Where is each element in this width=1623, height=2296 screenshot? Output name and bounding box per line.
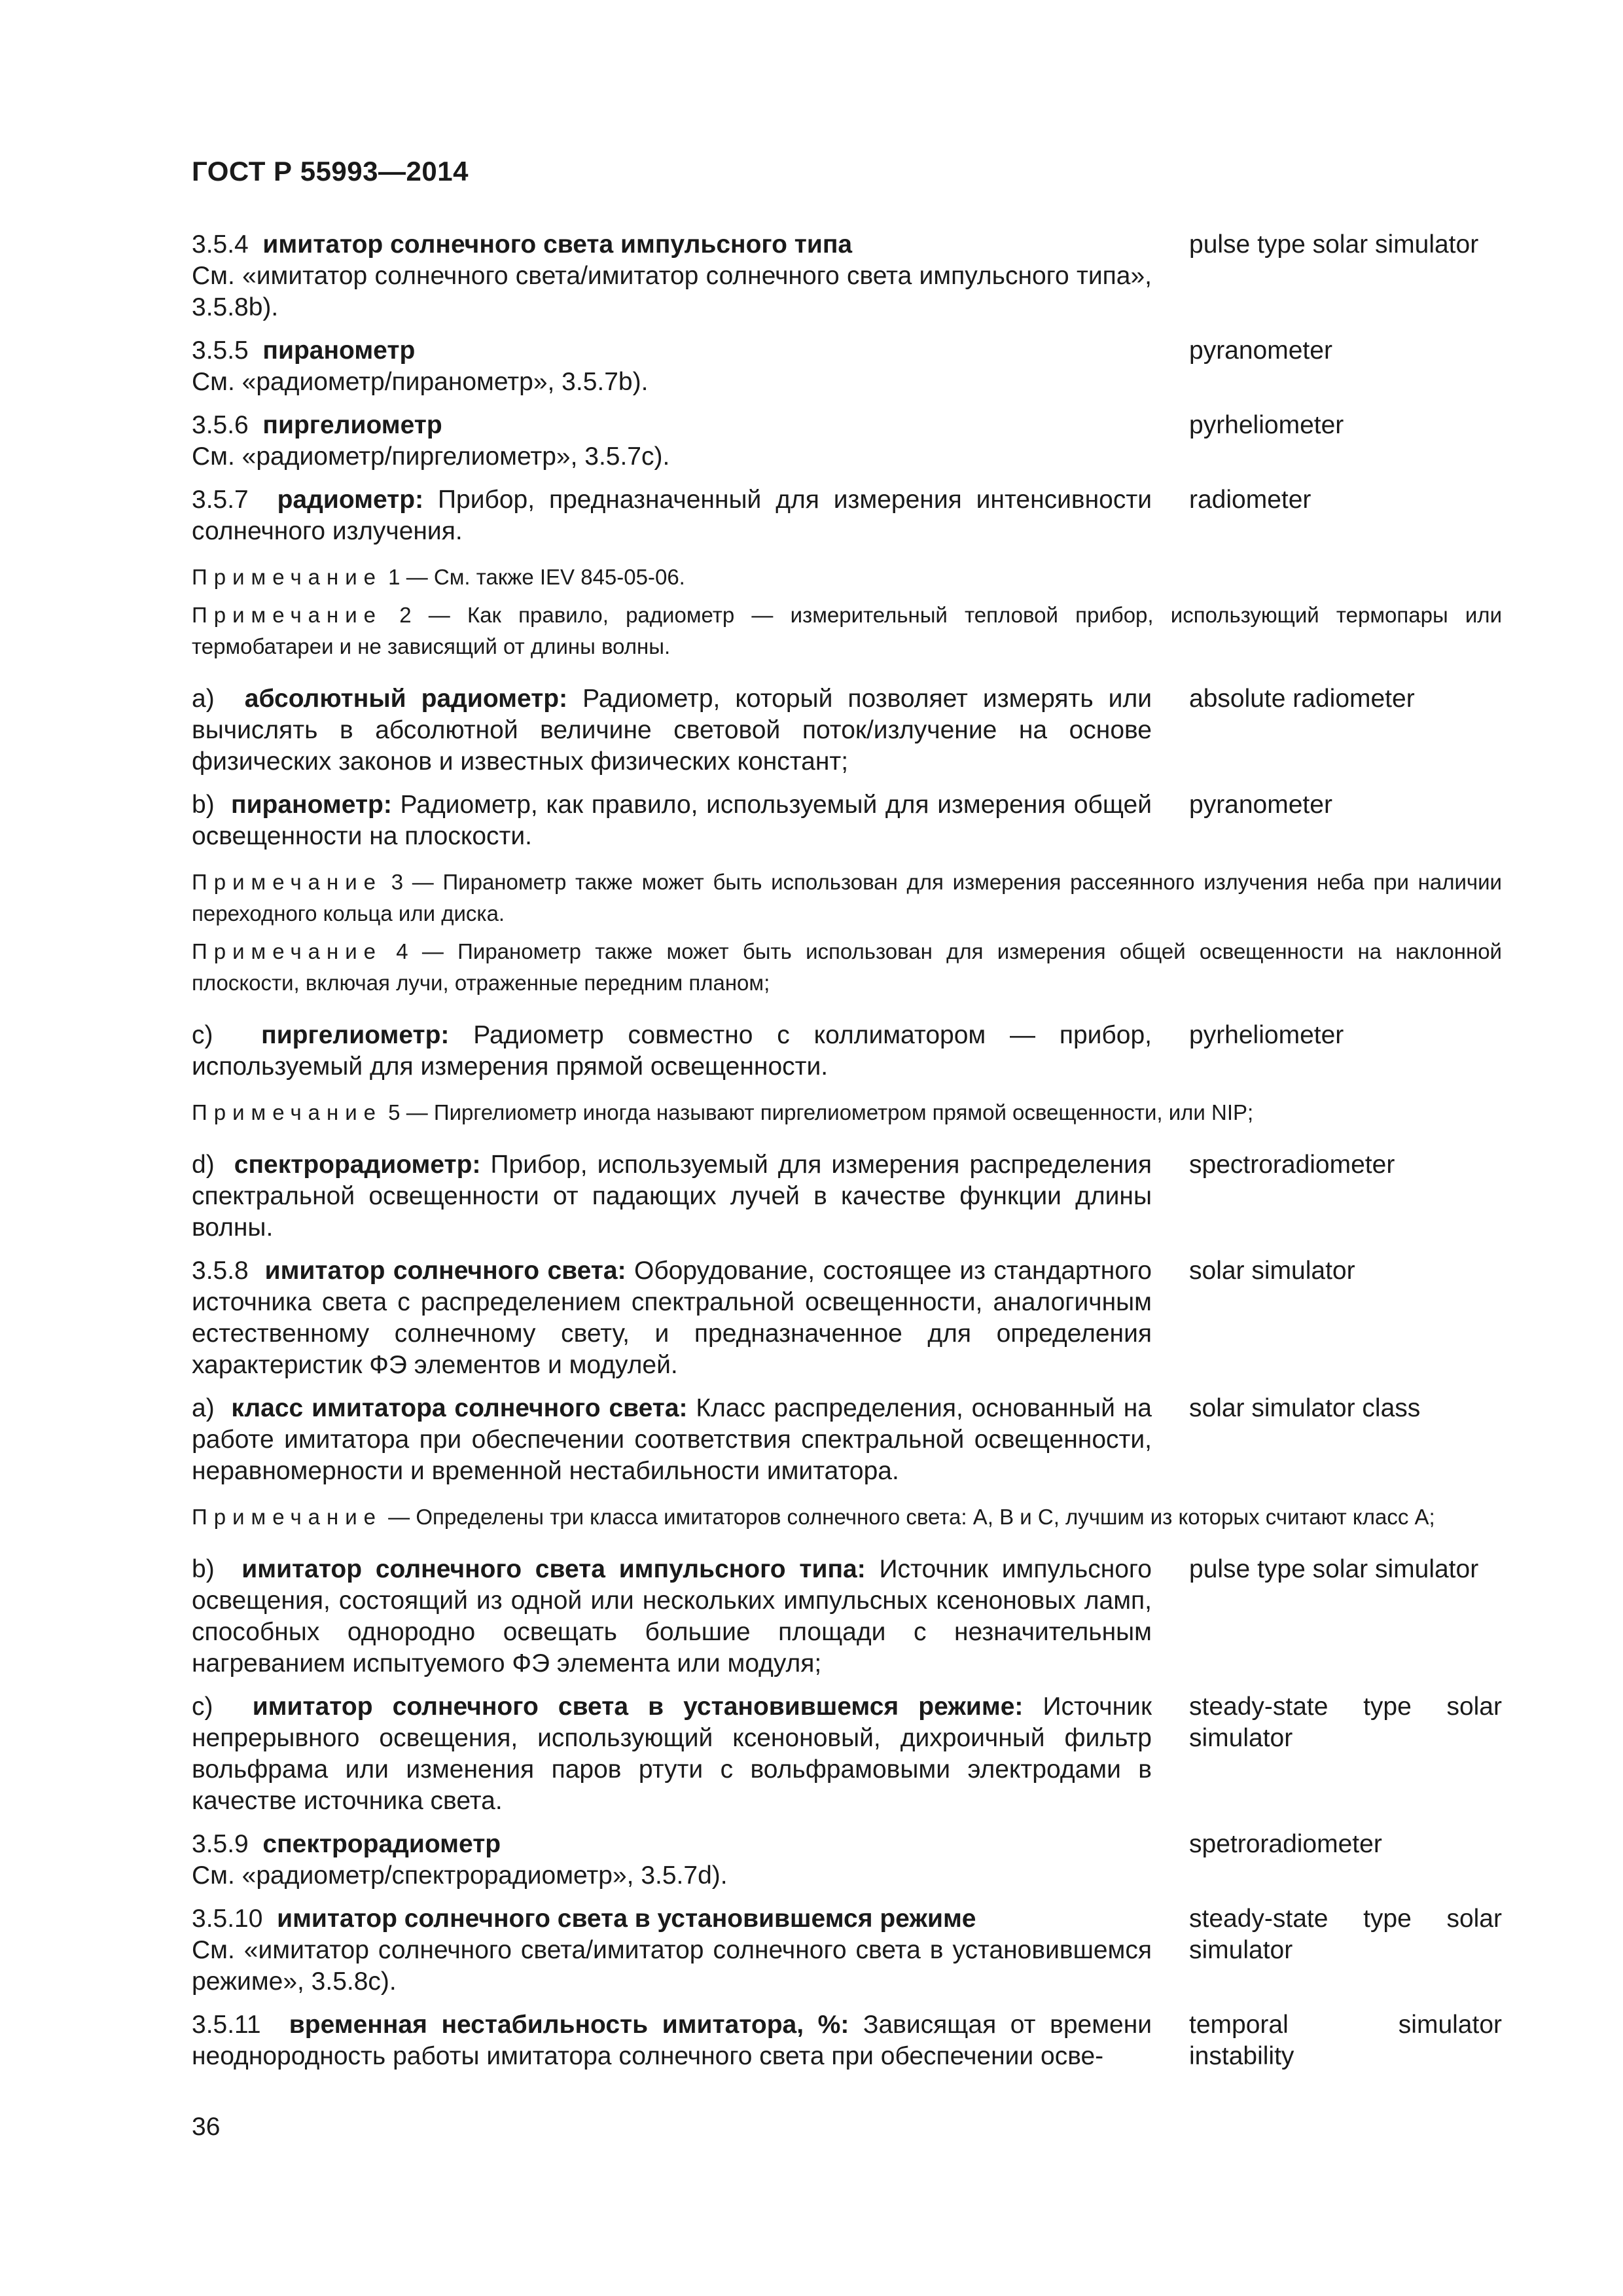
note-text: 2 — Как правило, радиометр — измерительный тепловой прибор, использующий термопары или термобатареи и не зависящий от длины волны.: [192, 603, 1502, 658]
term-definition-text: Источник импульсного освещения, состоящий из одной или нескольких импульсных ксеноновых ламп, способных однородно освещать большие площади с незначительным нагреванием испытуемого ФЭ элемента или модуля;: [192, 1555, 1152, 1677]
term-name: пиранометр: [262, 336, 416, 365]
term-definition: [192, 1554, 1152, 1679]
term-reference: См. «радиометр/спектрорадиометр», 3.5.7d).: [192, 1861, 728, 1890]
term-name: пиргелиометр: [262, 411, 442, 439]
term-definition-text: Радиометр совместно с коллиматором — прибор, используемый для измерения прямой освещенности.: [192, 1021, 1152, 1081]
term-definition: [192, 1829, 1152, 1892]
term-number: 3.5.10: [192, 1905, 263, 1933]
term-name: абсолютный радиометр:: [244, 685, 568, 713]
term-name: временная нестабильность имитатора, %:: [289, 2011, 849, 2039]
term-definition: [192, 683, 1152, 778]
term-definition: [192, 335, 1152, 398]
term-definition: [192, 789, 1152, 852]
term-definition: [192, 1255, 1152, 1381]
subitems-group-b: [192, 1554, 1502, 2072]
english-term: radiometer: [1189, 486, 1311, 514]
term-definition: [192, 1903, 1152, 1998]
term-number: b): [192, 791, 215, 819]
notes-group-2: [192, 867, 1502, 999]
page-header-standard: ГОСТ Р 55993—2014: [192, 156, 469, 187]
term-entry: [192, 484, 1502, 547]
term-name: пиранометр:: [231, 791, 392, 819]
terms-content: [192, 229, 1502, 2084]
term-definition-text: Зависящая от времени неоднородность работы имитатора солнечного света при обеспечении осве-: [192, 2011, 1152, 2070]
term-number: a): [192, 685, 215, 713]
term-number: 3.5.9: [192, 1830, 249, 1858]
entries-group: [192, 229, 1502, 547]
note: [192, 1097, 1502, 1128]
term-definition-text: Класс распределения, основанный на работе имитатора при обеспечении соответствия спектральной освещенности, неравномерности и временной нестабильности имитатора.: [192, 1394, 1152, 1485]
note-text: 5 — Пиргелиометр иногда называют пиргелиометром прямой освещенности, или NIP;: [382, 1100, 1254, 1124]
term-definition: [192, 1020, 1152, 1083]
term-number: d): [192, 1151, 215, 1179]
english-term: pulse type solar simulator: [1189, 230, 1479, 259]
term-definition: [192, 229, 1152, 323]
term-number: 3.5.6: [192, 411, 249, 439]
term-entry: [192, 1554, 1502, 1679]
subitem-c-group: [192, 1020, 1502, 1083]
term-number: 3.5.4: [192, 230, 249, 259]
note: [192, 562, 1502, 593]
note-text: 3 — Пиранометр также может быть использован для измерения рассеянного излучения неба при наличии переходного кольца или диска.: [192, 870, 1502, 925]
term-reference: См. «имитатор солнечного света/имитатор солнечного света импульсного типа», 3.5.8b).: [192, 262, 1152, 321]
term-name: имитатор солнечного света импульсного типа:: [241, 1555, 866, 1583]
term-number: c): [192, 1021, 213, 1049]
term-entry: [192, 1691, 1502, 1817]
term-number: 3.5.5: [192, 336, 249, 365]
term-number: a): [192, 1394, 215, 1422]
term-name: имитатор солнечного света:: [264, 1257, 626, 1285]
term-definition: [192, 1691, 1152, 1817]
term-entry: [192, 1829, 1502, 1892]
english-term: pyrheliometer: [1189, 411, 1344, 439]
english-term: pyranometer: [1189, 791, 1332, 819]
english-term: steady-state type solar simulator: [1189, 1905, 1502, 1964]
term-entry: [192, 1393, 1502, 1487]
term-name: спектрорадиометр:: [234, 1151, 481, 1179]
page-number: 36: [192, 2113, 221, 2141]
note: [192, 1501, 1502, 1533]
term-entry: [192, 1255, 1502, 1381]
english-term: solar simulator: [1189, 1257, 1355, 1285]
term-definition: [192, 1149, 1152, 1244]
term-entry: [192, 1903, 1502, 1998]
note-text: 4 — Пиранометр также может быть использован для измерения общей освещенности на наклонной плоскости, включая лучи, отраженные передним планом;: [192, 939, 1502, 995]
term-entry: [192, 1020, 1502, 1083]
term-name: имитатор солнечного света в установившемся режиме:: [252, 1693, 1024, 1721]
subitems-group-a: [192, 683, 1502, 852]
note-6-group: [192, 1501, 1502, 1533]
term-definition: [192, 1393, 1152, 1487]
note-text: — Определены три класса имитаторов солнечного света: А, В и С, лучшим из которых считают класс А;: [382, 1505, 1435, 1529]
note-5-group: [192, 1097, 1502, 1128]
english-term: absolute radiometer: [1189, 685, 1415, 713]
english-term: solar simulator class: [1189, 1394, 1421, 1422]
english-term: pyrheliometer: [1189, 1021, 1344, 1049]
note-label: Примечание: [192, 565, 383, 589]
term-name: имитатор солнечного света в установившемся режиме: [277, 1905, 976, 1933]
english-term: steady-state type solar simulator: [1189, 1693, 1502, 1752]
term-reference: См. «радиометр/пиргелиометр», 3.5.7c).: [192, 442, 670, 471]
term-reference: См. «имитатор солнечного света/имитатор солнечного света в установившемся режиме», 3.5.8c).: [192, 1936, 1152, 1996]
term-number: 3.5.11: [192, 2011, 261, 2039]
term-number: c): [192, 1693, 213, 1721]
term-definition-text: Источник непрерывного освещения, использующий ксеноновый, дихроичный фильтр вольфрама или изменения паров ртути с вольфрамовыми электродами в качестве источника света.: [192, 1693, 1152, 1815]
term-definition: [192, 484, 1152, 547]
term-name: класс имитатора солнечного света:: [231, 1394, 688, 1422]
term-definition-text: Оборудование, состоящее из стандартного источника света с распределением спектральной освещенности, аналогичным естественному солнечному свету, и предназначенное для определения характеристик ФЭ элементов и модулей.: [192, 1257, 1152, 1379]
term-entry: [192, 410, 1502, 473]
term-definition: [192, 2009, 1152, 2072]
term-entry: [192, 683, 1502, 778]
term-definition: [192, 410, 1152, 473]
term-definition-text: Радиометр, который позволяет измерять или вычислять в абсолютной величине световой поток/излучение на основе физических законов и известных физических констант;: [192, 685, 1152, 776]
term-entry: [192, 2009, 1502, 2072]
subitems-group-d: [192, 1149, 1502, 1487]
note-label: Примечание: [192, 870, 383, 894]
term-name: имитатор солнечного света импульсного типа: [262, 230, 853, 259]
term-reference: См. «радиометр/пиранометр», 3.5.7b).: [192, 368, 649, 396]
notes-group-1: [192, 562, 1502, 662]
english-term: pulse type solar simulator: [1189, 1555, 1479, 1583]
term-number: b): [192, 1555, 215, 1583]
note: [192, 936, 1502, 999]
term-entry: [192, 1149, 1502, 1244]
term-entry: [192, 335, 1502, 398]
term-number: 3.5.7: [192, 486, 249, 514]
term-definition-text: Прибор, предназначенный для измерения интенсивности солнечного излучения.: [192, 486, 1152, 545]
note-label: Примечание: [192, 939, 383, 963]
term-name: радиометр:: [277, 486, 424, 514]
term-name: спектрорадиометр: [262, 1830, 501, 1858]
term-entry: [192, 789, 1502, 852]
note-label: Примечание: [192, 603, 383, 627]
note: [192, 867, 1502, 929]
term-definition-text: Прибор, используемый для измерения распределения спектральной освещенности от падающих лучей в качестве функции длины волны.: [192, 1151, 1152, 1242]
term-definition-text: Радиометр, как правило, используемый для измерения общей освещенности на плоскости.: [192, 791, 1152, 850]
note-text: 1 — См. также IEV 845-05-06.: [382, 565, 685, 589]
note-label: Примечание: [192, 1100, 383, 1124]
english-term: spetroradiometer: [1189, 1830, 1382, 1858]
note-label: Примечание: [192, 1505, 383, 1529]
term-number: 3.5.8: [192, 1257, 249, 1285]
term-name: пиргелиометр:: [261, 1021, 450, 1049]
note: [192, 600, 1502, 662]
english-term: spectroradiometer: [1189, 1151, 1395, 1179]
term-entry: [192, 229, 1502, 323]
english-term: temporal simulator instability: [1189, 2011, 1502, 2070]
english-term: pyranometer: [1189, 336, 1332, 365]
